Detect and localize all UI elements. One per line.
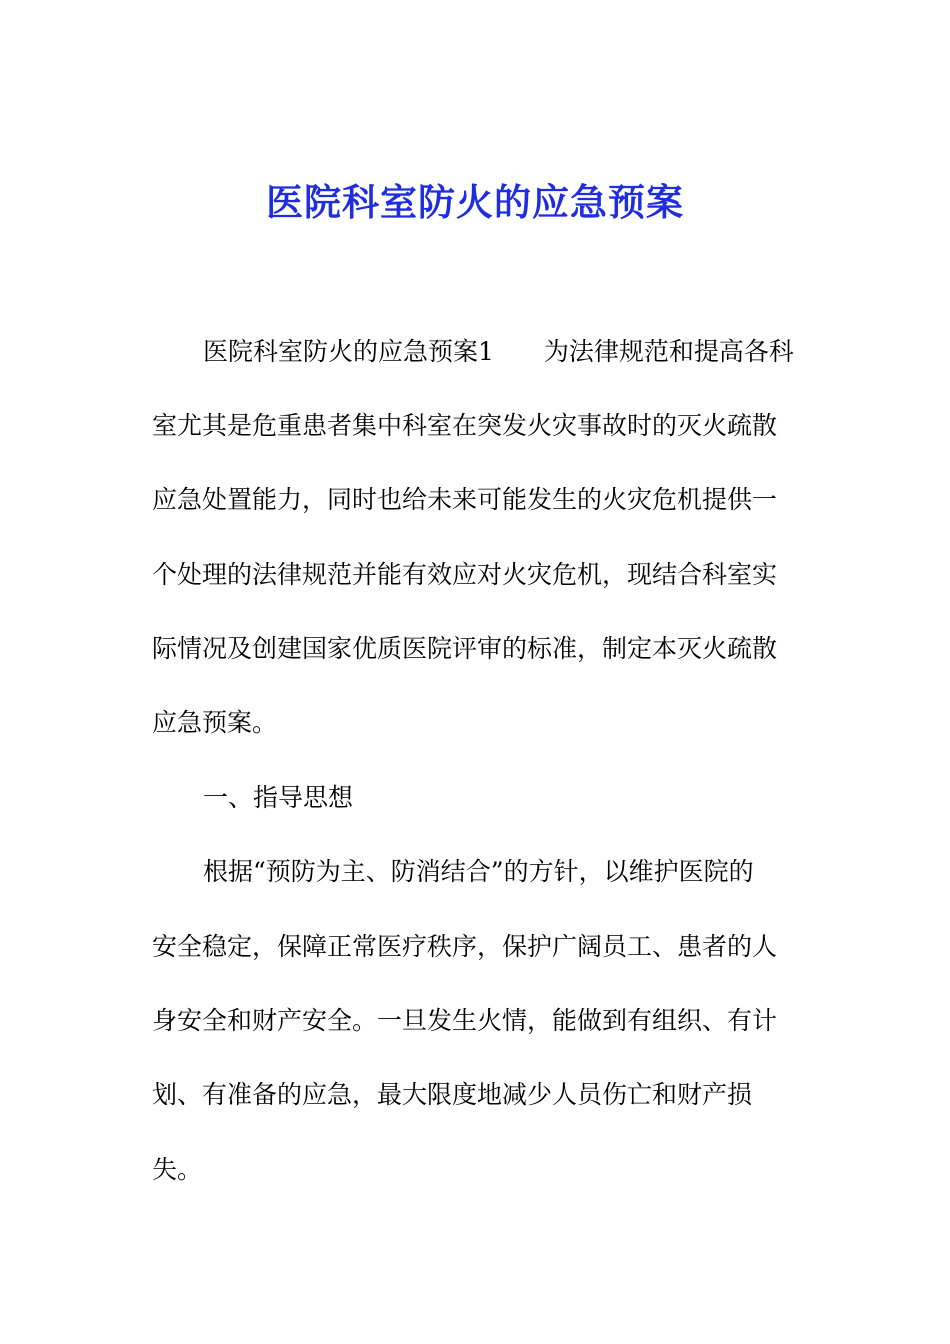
section-heading-guiding-ideology: 一、指导思想 — [203, 783, 354, 812]
paragraph-line: 个处理的法律规范并能有效应对火灾危机，现结合科室实 — [152, 560, 778, 589]
paragraph-line: 身安全和财产安全。一旦发生火情，能做到有组织、有计 — [152, 1006, 778, 1035]
paragraph-line: 划、有准备的应急，最大限度地减少人员伤亡和财产损 — [152, 1080, 753, 1109]
document-title: 医院科室防火的应急预案 — [266, 180, 684, 224]
paragraph-line: 失。 — [152, 1155, 203, 1184]
intro-heading-text: 医院科室防火的应急预案1 — [203, 337, 494, 366]
paragraph-line: 安全稳定，保障正常医疗秩序，保护广阔员工、患者的人 — [152, 932, 778, 961]
paragraph-line: 室尤其是危重患者集中科室在突发火灾事故时的灭火疏散 — [152, 411, 778, 440]
paragraph-line: 应急处置能力，同时也给未来可能发生的火灾危机提供一 — [152, 485, 778, 514]
paragraph-line: 根据“预防为主、防消结合”的方针，以维护医院的 — [203, 857, 754, 886]
paragraph-line: 应急预案。 — [152, 708, 278, 737]
intro-first-sentence-text: 为法律规范和提高各科 — [543, 337, 794, 366]
paragraph-line — [203, 334, 863, 370]
paragraph-line: 际情况及创建国家优质医院评审的标准，制定本灭火疏散 — [152, 634, 778, 663]
